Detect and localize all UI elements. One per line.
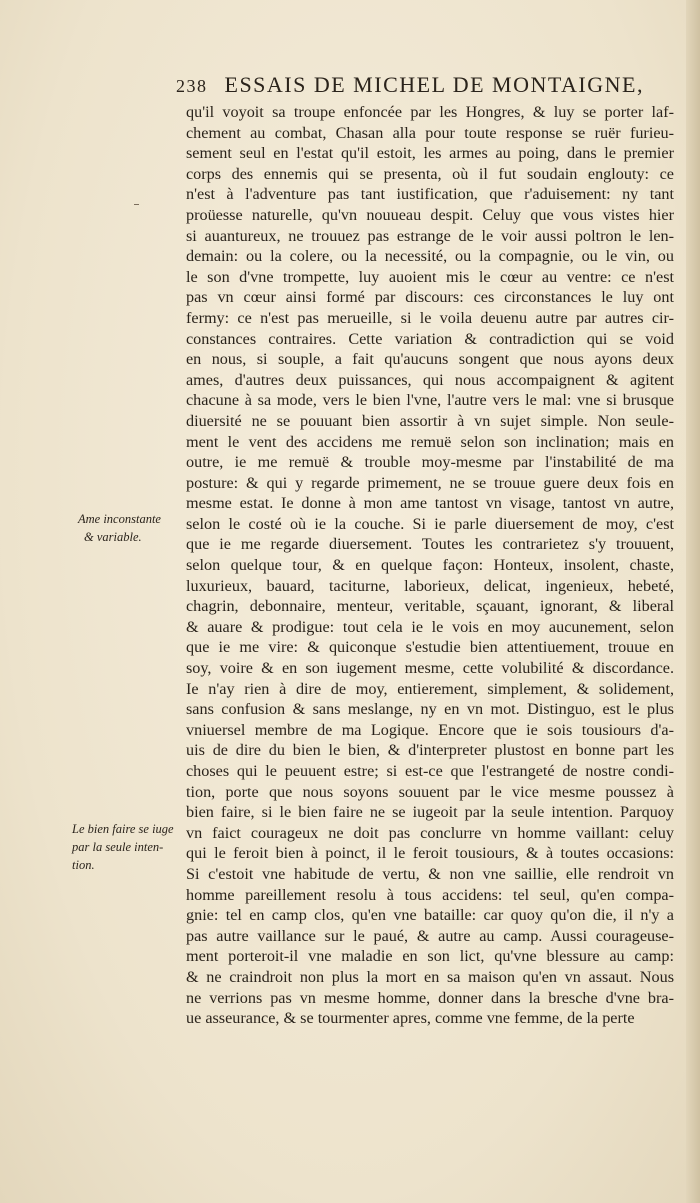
text-line: pas vn cœur ainsi formé par discours: ces circonstances le luy ont (186, 288, 674, 307)
text-line: n'est à l'adventure pas tant iustification, que r'aduisement: ny tant (186, 185, 674, 204)
text-line: tion, porte que nous soyons souuent par le vice mesme poussez à (186, 782, 674, 801)
text-line: si auantureux, ne trouuez pas estrange de le voir aussi poltron le len- (186, 226, 674, 245)
text-line: Si c'estoit vne habitude de vertu, & non vne saillie, elle rendroit vn (186, 864, 674, 883)
body-text (186, 102, 674, 1029)
margin-mark (134, 204, 139, 205)
text-line: proüesse naturelle, qu'vn nouueau despit. Celuy que vous vistes hier (186, 205, 674, 224)
text-line: que ie me regarde diuersement. Toutes les contrarietez s'y trouuent, (186, 535, 674, 554)
running-header (176, 72, 676, 98)
text-line: gnie: tel en camp clos, qu'en vne bataille: car quoy qu'on die, il n'y a (186, 906, 674, 925)
margin-note-line: tion. (72, 858, 95, 872)
text-line: luxurieux, bauard, taciturne, laborieux, delicat, ingenieux, hebeté, (186, 576, 674, 595)
text-line: vn faict courageux ne doit pas conclurre vn homme vaillant: celuy (186, 823, 674, 842)
page-number: 238 (176, 76, 208, 96)
text-line: mesme estat. Ie donne à mon ame tantost vn visage, tantost vn autre, (186, 494, 674, 513)
text-line: constances contraires. Cette variation & contradiction qui se void (186, 329, 674, 348)
margin-note-line: par la seule inten- (72, 840, 164, 854)
text-line: pas autre vaillance sur le paué, & autre au camp. Aussi courageuse- (186, 926, 674, 945)
text-line: en nous, si souple, a fait qu'aucuns songent que nous ayons deux (186, 350, 674, 369)
margin-note-ame-inconstante (78, 510, 161, 546)
text-line: que ie me vire: & quiconque s'estudie bien attentiuement, trouue en (186, 638, 674, 657)
text-line: diuersité ne se pouuant bien assortir à vn sujet simple. Non seule- (186, 411, 674, 430)
page-gutter (686, 0, 700, 1203)
text-line: choses qui le peuuent estre; si est-ce que l'estrangeté de nostre condi- (186, 762, 674, 780)
text-line: bien faire, si le bien faire ne se iugeoit par la seule intention. Parquoy (186, 803, 674, 822)
text-line: sement seul en l'estat qu'il estoit, les armes au poing, dans le premier (186, 144, 674, 163)
text-line: vniuersel membre de ma Logique. Encore que ie sois tousiours d'a- (186, 720, 674, 739)
text-line: Ie n'ay rien à dire de moy, entierement, simplement, & solidement, (186, 679, 674, 698)
margin-note-line: Ame inconstante (78, 512, 161, 526)
text-line: chacune à sa mode, vers le bien l'vne, l'autre vers le mal: vne si brusque (186, 391, 674, 410)
text-line: chement au combat, Chasan alla pour toute response se ruër furieu- (186, 123, 674, 142)
text-line: uis de dire du bien le bien, & d'interpreter plustost en bonne part les (186, 741, 674, 760)
text-line: & auare & prodigue: tout cela ie le vois en moy aucunement, selon (186, 617, 674, 636)
text-line: ames, d'autres deux puissances, qui nous accompaignent & agitent (186, 370, 674, 389)
text-line: sans confusion & sans meslange, ny en vn mot. Distinguo, est le plus (186, 700, 674, 719)
text-line: outre, ie me remuë & trouble moy-mesme par l'instabilité de ma (186, 453, 674, 472)
margin-note-line: Le bien faire se iuge (72, 822, 174, 836)
text-line: selon quelque tour, & en quelque façon: Honteux, insolent, chaste, (186, 556, 674, 575)
text-line: ment porteroit-il vne maladie en son lict, qu'vne blessure au camp: (186, 947, 674, 966)
margin-note-bien-faire (72, 820, 174, 874)
text-line: ment le vent des accidens me remuë selon son inclination; mais en (186, 432, 674, 451)
text-line: demain: ou la colere, ou la necessité, ou la compagnie, ou le vin, ou (186, 247, 674, 266)
text-line: posture: & qui y regarde primement, ne se trouue guere deux fois en (186, 473, 674, 492)
text-line: qui le feroit bien à poinct, il le feroit tousiours, & à toutes occasions: (186, 844, 674, 863)
text-line: qu'il voyoit sa troupe enfoncée par les Hongres, & luy se porter laf- (186, 103, 674, 121)
text-line: & ne craindroit non plus la mort en sa maison qu'en vn assaut. Nous (186, 967, 674, 986)
running-title: ESSAIS DE MICHEL DE MONTAIGNE, (224, 72, 644, 97)
text-line: ne verrions pas vn mesme homme, donner dans la bresche d'vne bra- (186, 988, 674, 1007)
text-line: selon le costé où ie la couche. Si ie parle diuersement de moy, c'est (186, 514, 674, 533)
text-line: fermy: ce n'est pas merueille, si le voila deuenu autre par autres cir- (186, 308, 674, 327)
text-line: le son d'vne trompette, luy auoient mis le cœur au ventre: ce n'est (186, 267, 674, 286)
text-line: ue asseurance, & se tourmenter apres, comme vne femme, de la perte (186, 1009, 635, 1028)
text-line: corps des ennemis qui se presenta, où il fut soudain englouty: ce (186, 164, 674, 183)
text-line: soy, voire & en son iugement mesme, cette volubilité & discordance. (186, 659, 674, 678)
text-line: chagrin, debonnaire, menteur, veritable, sçauant, ignorant, & liberal (186, 597, 674, 616)
margin-note-line: & variable. (84, 530, 142, 544)
text-line: homme pareillement resolu à tous accidens: tel seul, qu'en compa- (186, 885, 674, 904)
